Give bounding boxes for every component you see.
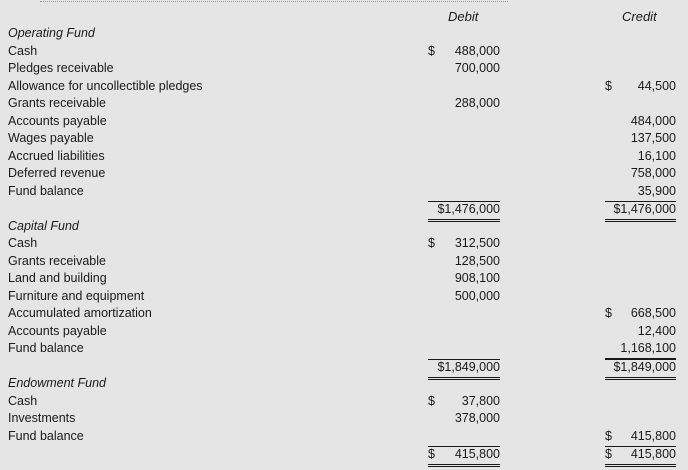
debit-cell — [428, 446, 500, 467]
credit-column-header: Credit — [622, 9, 657, 24]
account-name: Wages payable — [8, 131, 94, 145]
account-row — [0, 131, 688, 148]
account-name: Deferred revenue — [8, 166, 106, 180]
credit-amount: 137,500 — [630, 131, 676, 145]
debit-dollar-sign: $ — [428, 43, 435, 58]
debit-dollar-sign: $ — [428, 236, 435, 250]
account-name: Cash — [8, 236, 38, 250]
credit-cell — [605, 79, 676, 96]
account-row — [0, 149, 688, 166]
account-name: Cash — [8, 393, 38, 408]
debit-cell — [428, 61, 500, 78]
account-name: Accounts payable — [8, 323, 107, 338]
section-heading-row — [0, 376, 688, 393]
debit-amount: 488,000 — [454, 43, 500, 58]
debit-column-header: Debit — [448, 9, 479, 24]
account-name: Fund balance — [8, 428, 84, 443]
credit-cell — [605, 341, 676, 359]
debit-cell — [428, 254, 500, 271]
account-name: Fund balance — [8, 341, 84, 355]
credit-cell — [605, 114, 676, 131]
account-name: Allowance for uncollectible pledges — [8, 78, 203, 93]
debit-cell — [428, 44, 500, 61]
account-name: Accumulated amortization — [8, 306, 152, 320]
total-row — [0, 201, 688, 218]
account-name: Investments — [8, 411, 76, 425]
credit-dollar-sign: $ — [605, 447, 612, 461]
debit-amount: $1,849,000 — [437, 359, 500, 374]
credit-amount: $1,476,000 — [613, 202, 676, 216]
debit-cell — [428, 289, 500, 306]
credit-amount: 35,900 — [637, 183, 676, 198]
section-title: Endowment Fund — [8, 376, 106, 390]
account-row — [0, 429, 688, 446]
account-row — [0, 324, 688, 341]
credit-amount: 16,100 — [637, 148, 676, 163]
account-row — [0, 289, 688, 306]
account-row — [0, 166, 688, 183]
account-row — [0, 44, 688, 61]
account-row — [0, 254, 688, 271]
credit-cell — [605, 306, 676, 323]
debit-amount: 700,000 — [454, 61, 500, 75]
credit-cell — [605, 184, 676, 202]
debit-cell — [428, 411, 500, 428]
account-row — [0, 394, 688, 411]
credit-amount: 415,800 — [630, 428, 676, 443]
debit-amount: 378,000 — [454, 411, 500, 425]
credit-cell — [605, 324, 676, 341]
credit-dollar-sign: $ — [605, 306, 612, 320]
total-row — [0, 359, 688, 376]
section-title: Capital Fund — [8, 218, 79, 233]
credit-amount: 758,000 — [630, 166, 676, 180]
credit-amount: 415,800 — [630, 447, 676, 461]
debit-amount: 288,000 — [454, 96, 500, 110]
debit-amount: 415,800 — [454, 447, 500, 461]
credit-cell — [605, 149, 676, 166]
account-name: Fund balance — [8, 183, 84, 198]
top-rule — [0, 0, 688, 3]
debit-cell — [428, 271, 500, 288]
account-name: Grants receivable — [8, 253, 106, 268]
account-row — [0, 79, 688, 96]
debit-cell — [428, 394, 500, 411]
account-name: Accounts payable — [8, 113, 107, 128]
account-name: Accrued liabilities — [8, 148, 105, 163]
section-heading-row — [0, 219, 688, 236]
account-row — [0, 96, 688, 113]
credit-amount: 12,400 — [637, 323, 676, 338]
account-row — [0, 271, 688, 288]
debit-amount: 37,800 — [461, 393, 500, 408]
credit-dollar-sign: $ — [605, 78, 612, 93]
account-name: Land and building — [8, 271, 107, 285]
account-name: Grants receivable — [8, 96, 106, 110]
account-row — [0, 411, 688, 428]
debit-dollar-sign: $ — [428, 447, 435, 461]
account-name: Cash — [8, 43, 38, 58]
account-row — [0, 184, 688, 201]
debit-amount: 128,500 — [454, 253, 500, 268]
account-row — [0, 341, 688, 358]
credit-amount: 1,168,100 — [620, 341, 676, 355]
account-name: Pledges receivable — [8, 61, 114, 75]
account-row — [0, 61, 688, 78]
debit-dollar-sign: $ — [428, 393, 435, 408]
credit-dollar-sign: $ — [605, 428, 612, 443]
credit-amount: 484,000 — [630, 113, 676, 128]
credit-amount: 668,500 — [630, 306, 676, 320]
total-row — [0, 446, 688, 463]
debit-amount: 500,000 — [454, 288, 500, 303]
debit-amount: 908,100 — [454, 271, 500, 285]
account-name: Furniture and equipment — [8, 288, 145, 303]
section-title: Operating Fund — [8, 26, 95, 40]
credit-cell — [605, 429, 676, 447]
debit-amount: 312,500 — [454, 236, 500, 250]
section-heading-row — [0, 26, 688, 43]
account-row — [0, 306, 688, 323]
account-row — [0, 236, 688, 253]
credit-amount: $1,849,000 — [613, 359, 676, 374]
credit-amount: 44,500 — [637, 78, 676, 93]
credit-cell — [605, 131, 676, 148]
account-row — [0, 114, 688, 131]
debit-cell — [428, 96, 500, 113]
credit-cell — [605, 446, 676, 467]
credit-cell — [605, 166, 676, 183]
debit-amount: $1,476,000 — [437, 202, 500, 216]
debit-cell — [428, 236, 500, 253]
